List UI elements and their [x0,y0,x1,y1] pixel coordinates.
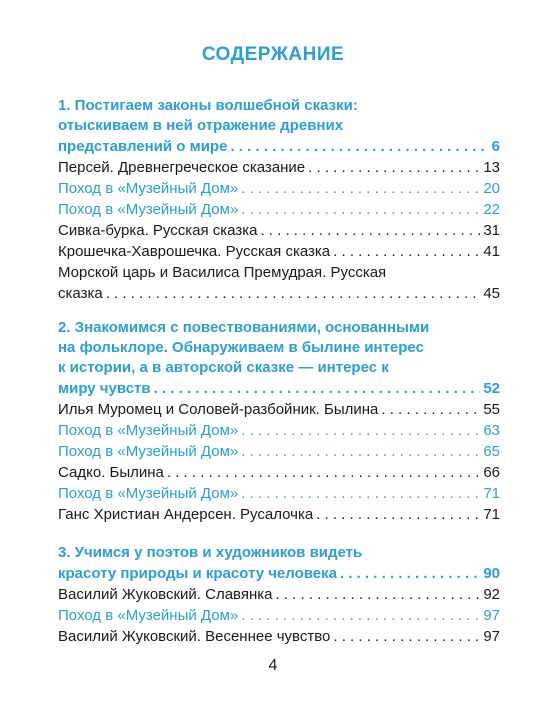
toc-entry[interactable] [58,504,500,525]
leader-dots [154,378,481,399]
entry-page: 71 [483,506,500,523]
leader-dots [230,136,488,157]
toc-entry[interactable] [58,283,500,304]
entry-title: Поход в «Музейный Дом» [58,180,239,197]
entry-title: Василий Жуковский. Весеннее чувство [58,628,331,645]
leader-dots [333,626,480,647]
leader-dots [381,399,480,420]
leader-dots [340,563,480,584]
leader-dots [241,420,480,441]
section-heading [58,318,500,378]
entry-page: 90 [483,565,500,582]
leader-dots [241,178,480,199]
toc-entry[interactable] [58,462,500,483]
entry-title: Крошечка-Хаврошечка. Русская сказка [58,243,331,260]
section-heading [58,96,500,136]
toc-entry[interactable] [58,157,500,178]
leader-dots [241,199,480,220]
entry-page: 71 [483,485,500,502]
toc-entry[interactable] [58,626,500,647]
entry-title: Поход в «Музейный Дом» [58,422,239,439]
leader-dots [241,483,480,504]
entry-page: 97 [483,607,500,624]
toc-entry[interactable] [58,420,500,441]
toc-entry[interactable] [58,441,500,462]
entry-page: 6 [491,138,500,155]
page-title: СОДЕРЖАНИЕ [201,44,345,65]
leader-dots [241,441,480,462]
leader-dots [241,605,480,626]
toc-entry[interactable] [58,199,500,220]
entry-title: Поход в «Музейный Дом» [58,201,239,218]
entry-page: 97 [483,628,500,645]
entry-title: Ганс Христиан Андерсен. Русалочка [58,506,314,523]
toc-entry[interactable] [58,605,500,626]
entry-title: Поход в «Музейный Дом» [58,607,239,624]
toc-section-1 [58,96,500,304]
entry-page: 52 [483,380,500,397]
leader-dots [260,220,480,241]
entry-title: представлений о мире [58,138,228,155]
entry-page: 22 [483,201,500,218]
entry-title: Василий Жуковский. Славянка [58,586,273,603]
toc-entry[interactable] [58,136,500,157]
entry-page: 92 [483,586,500,603]
section-heading-line: к истории, а в авторской сказке — интерес к [58,359,389,376]
entry-page: 65 [483,443,500,460]
entry-page: 63 [483,422,500,439]
leader-dots [167,462,480,483]
toc-entry[interactable] [58,178,500,199]
section-heading-line: 2. Знакомимся с повествованиями, основанными [58,319,430,336]
section-heading-line: на фольклоре. Обнаруживаем в былине интерес [58,339,424,356]
section-heading-line: 3. Учимся у поэтов и художников видеть [58,544,363,561]
entry-title: сказка [58,285,103,302]
entry-page: 41 [483,243,500,260]
leader-dots [275,584,480,605]
entry-title: красоту природы и красоту человека [58,565,337,582]
entry-page: 55 [483,401,500,418]
leader-dots [333,241,480,262]
toc-entry[interactable] [58,241,500,262]
toc-entry[interactable] [58,220,500,241]
entry-page: 20 [483,180,500,197]
section-heading-line: 1. Постигаем законы волшебной сказки: [58,97,358,114]
entry-title: миру чувств [58,380,151,397]
leader-dots [106,283,481,304]
entry-page: 45 [483,285,500,302]
toc-entry[interactable] [58,378,500,399]
section-heading [58,543,500,563]
leader-dots [308,157,480,178]
toc-entry[interactable] [58,563,500,584]
entry-page: 13 [483,159,500,176]
toc-entry[interactable] [58,399,500,420]
page-number: 4 [268,657,278,674]
entry-title: Садко. Былина [58,464,164,481]
entry-page: 31 [483,222,500,239]
entry-page: 66 [483,464,500,481]
entry-title: Поход в «Музейный Дом» [58,485,239,502]
toc-section-3 [58,543,500,647]
leader-dots [316,504,480,525]
entry-title: Сивка-бурка. Русская сказка [58,222,258,239]
entry-title: Поход в «Музейный Дом» [58,443,239,460]
toc-entry[interactable] [58,584,500,605]
entry-title: Персей. Древнегреческое сказание [58,159,306,176]
entry-title: Илья Муромец и Соловей-разбойник. Былина [58,401,379,418]
section-heading-line: отыскиваем в ней отражение древних [58,117,344,134]
entry-title-line[interactable]: Морской царь и Василиса Премудрая. Русская [58,264,387,281]
toc-section-2 [58,318,500,525]
toc-entry[interactable] [58,483,500,504]
